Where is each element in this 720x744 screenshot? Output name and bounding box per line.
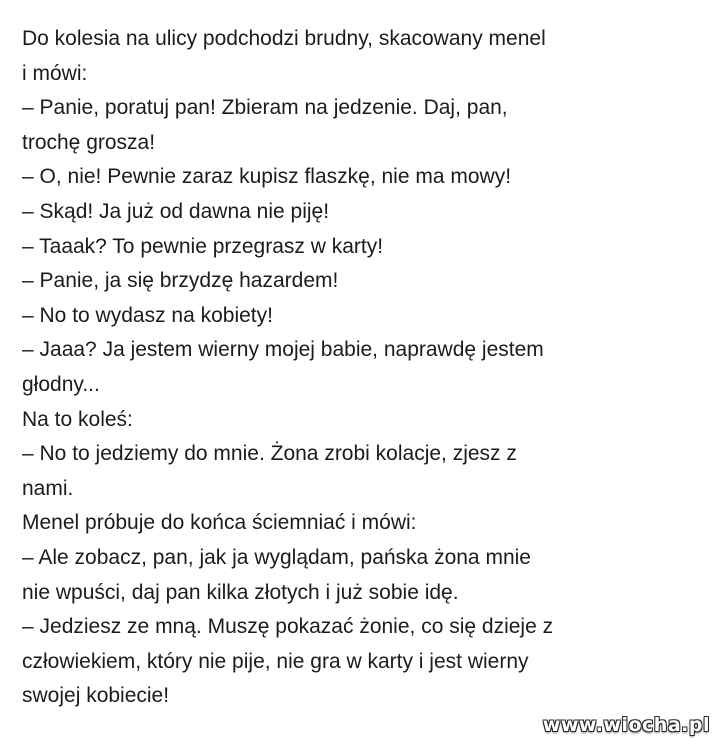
post-line-17: nie wpuści, daj pan kilka złotych i już sobie idę. [22, 580, 459, 604]
post-line-15: Menel próbuje do końca ściemniać i mówi: [22, 511, 417, 535]
post-line-12: Na to koleś: [22, 407, 133, 431]
watermark: www.wiocha.pl [542, 714, 710, 736]
post-line-13: – No to jedziemy do mnie. Żona zrobi kolacje, zjesz z [22, 442, 517, 466]
post-line-9: – No to wydasz na kobiety! [22, 303, 273, 327]
post-text [22, 22, 702, 714]
post-line-18: – Jedziesz ze mną. Muszę pokazać żonie, co się dzieje z [22, 615, 554, 639]
post-line-16: – Ale zobacz, pan, jak ja wyglądam, pańska żona mnie [22, 545, 531, 569]
post-line-4: trochę grosza! [22, 130, 156, 154]
post-line-10: – Jaaa? Ja jestem wierny mojej babie, naprawdę jestem [22, 338, 544, 362]
post-line-14: nami. [22, 476, 74, 500]
post-line-2: i mówi: [22, 61, 88, 85]
post-line-1: Do kolesia na ulicy podchodzi brudny, skacowany menel [22, 27, 546, 50]
post-line-3: – Panie, poratuj pan! Zbieram na jedzenie. Daj, pan, [22, 96, 508, 120]
post-line-20: swojej kobiecie! [22, 684, 170, 708]
post-line-8: – Panie, ja się brzydzę hazardem! [22, 269, 339, 293]
post-line-7: – Taaak? To pewnie przegrasz w karty! [22, 234, 384, 258]
post-line-11: głodny... [22, 372, 100, 396]
post-line-5: – O, nie! Pewnie zaraz kupisz flaszkę, nie ma mowy! [22, 165, 512, 189]
post-line-6: – Skąd! Ja już od dawna nie piję! [22, 199, 330, 223]
post-line-19: człowiekiem, który nie pije, nie gra w karty i jest wierny [22, 649, 529, 673]
